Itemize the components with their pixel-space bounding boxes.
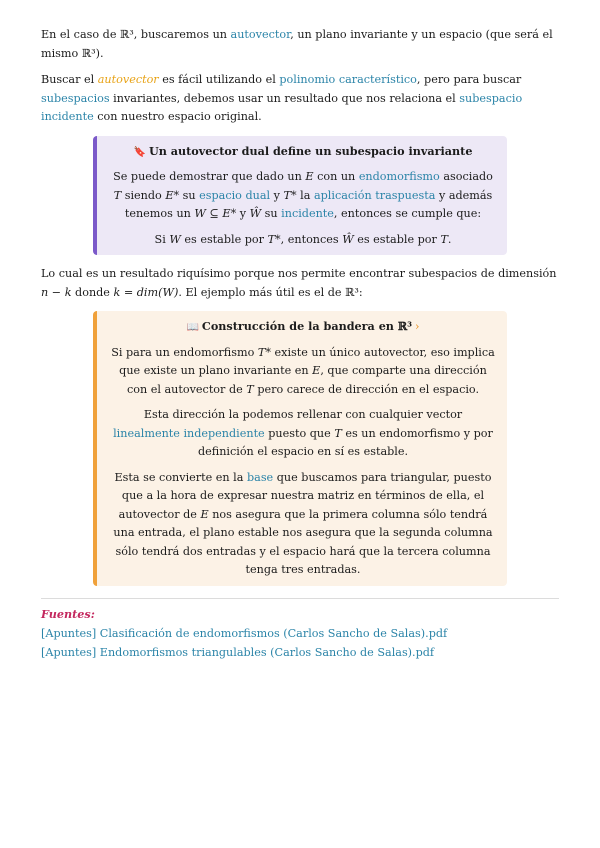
callout-paragraph bbox=[111, 406, 495, 462]
callout-body bbox=[111, 168, 495, 249]
sources bbox=[41, 605, 559, 663]
math-t: T bbox=[334, 426, 342, 440]
text: existe un único autovector, eso implica que existe un plano invariante en bbox=[119, 345, 495, 377]
math-w-hat: Ŵ bbox=[249, 207, 262, 220]
math-r3: ℝ³ bbox=[81, 46, 96, 60]
link-polinomio-caracteristico[interactable]: polinomio característico bbox=[279, 73, 417, 86]
callout-paragraph bbox=[111, 168, 495, 224]
text: es estable por bbox=[353, 232, 441, 246]
math-k-dim: k = dim(W) bbox=[113, 285, 179, 299]
text: . El ejemplo más útil es el de bbox=[178, 285, 346, 299]
link-incidente[interactable]: incidente bbox=[281, 207, 334, 220]
text: ). bbox=[95, 46, 104, 60]
source-link-text[interactable]: [Apuntes] Clasificación de endomorfismos (Carlos Sancho de Salas).pdf bbox=[41, 627, 448, 640]
intro-paragraph bbox=[41, 26, 559, 63]
link-aplicacion-traspuesta[interactable]: aplicación traspuesta bbox=[313, 188, 436, 202]
text: Buscar el bbox=[41, 73, 98, 86]
text: que buscamos para triangular, puesto que a la hora de expresar nuestra matriz en términos de ella, el autovector de bbox=[118, 470, 492, 521]
source-link[interactable] bbox=[41, 644, 559, 663]
math-t: T bbox=[440, 232, 448, 246]
text: invariantes, debemos usar un resultado que nos relaciona el bbox=[109, 91, 460, 105]
math-t-star: T* bbox=[257, 345, 271, 359]
text: con nuestro espacio original. bbox=[93, 110, 262, 123]
text: Si para un endomorfismo bbox=[111, 345, 258, 359]
text: con un bbox=[313, 170, 359, 183]
highlight-autovector: autovector bbox=[97, 73, 159, 86]
text: Lo cual es un resultado riquísimo porque nos permite encontrar subespacios de dimensión bbox=[41, 267, 557, 280]
callout-bandera[interactable] bbox=[93, 311, 507, 586]
text: es un endomorfismo y por definición el espacio en sí es estable. bbox=[197, 426, 493, 458]
callout-body bbox=[111, 344, 495, 580]
text: siendo bbox=[121, 188, 166, 202]
math-e: E bbox=[305, 170, 314, 183]
math-t: T bbox=[113, 188, 122, 202]
source-link-text[interactable]: [Apuntes] Endomorfismos triangulables (Carlos Sancho de Salas).pdf bbox=[41, 645, 435, 659]
link-linealmente-independiente[interactable]: linealmente independiente bbox=[113, 426, 265, 440]
divider bbox=[41, 598, 559, 599]
text: es estable por bbox=[180, 232, 268, 246]
math-t-star: T* bbox=[267, 232, 281, 246]
callout-title-text: Un autovector dual define un subespacio invariante bbox=[148, 143, 473, 158]
math-r3: ℝ³ bbox=[120, 28, 134, 41]
text: la bbox=[296, 188, 314, 202]
link-base[interactable]: base bbox=[246, 470, 274, 484]
math-e: E bbox=[200, 507, 209, 521]
bookmark-icon: 🔖 bbox=[133, 146, 146, 158]
chevron-right-icon[interactable]: › bbox=[415, 320, 420, 333]
text: Esta dirección la podemos rellenar con cualquier vector bbox=[143, 408, 463, 421]
text: pero carece de dirección en el espacio. bbox=[253, 382, 480, 396]
text: , entonces se cumple que: bbox=[333, 207, 482, 220]
text: y bbox=[236, 207, 250, 220]
math-e: E bbox=[312, 364, 321, 377]
math-t-star: T* bbox=[283, 188, 297, 202]
text: y además tenemos un bbox=[124, 188, 493, 220]
math-r3: ℝ³ bbox=[345, 285, 359, 299]
text: donde bbox=[71, 285, 114, 299]
text: Se puede demostrar que dado un bbox=[113, 170, 306, 183]
note-page bbox=[41, 26, 559, 662]
text: : bbox=[358, 285, 363, 299]
text: y bbox=[270, 188, 284, 202]
callout-title[interactable] bbox=[111, 317, 495, 338]
text: , que comparte una dirección con el autovector de bbox=[126, 364, 487, 396]
result-paragraph bbox=[41, 265, 559, 302]
text: , pero para buscar bbox=[416, 73, 522, 86]
math-w: W bbox=[169, 232, 181, 246]
text: , buscaremos un bbox=[133, 28, 231, 41]
math-w-hat: Ŵ bbox=[342, 232, 354, 246]
callout-statement bbox=[111, 231, 495, 250]
text: puesto que bbox=[264, 426, 335, 440]
text: nos asegura que la primera columna sólo tendrá una entrada, el plano estable nos asegura que la segunda columna sólo tendrá dos entradas y el espacio hará que la tercera columna tenga tres entradas. bbox=[113, 507, 493, 576]
text: su bbox=[261, 207, 282, 220]
text: es fácil utilizando el bbox=[158, 73, 280, 86]
callout-paragraph bbox=[111, 344, 495, 400]
text: asociado bbox=[439, 170, 493, 183]
math-t: T bbox=[246, 382, 254, 396]
text: . bbox=[447, 232, 452, 246]
link-subespacios[interactable]: subespacios bbox=[41, 91, 110, 105]
book-icon: 📖 bbox=[186, 322, 199, 333]
search-paragraph bbox=[41, 71, 559, 127]
link-endomorfismo[interactable]: endomorfismo bbox=[358, 170, 440, 183]
link-subespacio-incidente[interactable]: subespacio incidente bbox=[41, 91, 523, 123]
math-e-star: E* bbox=[165, 188, 180, 202]
callout-dual-autovector bbox=[93, 136, 507, 256]
text: Esta se convierte en la bbox=[114, 470, 247, 484]
link-autovector[interactable]: autovector bbox=[230, 28, 291, 41]
link-espacio-dual[interactable]: espacio dual bbox=[199, 188, 271, 202]
callout-title-text: Construcción de la bandera en bbox=[201, 319, 398, 333]
sources-title: Fuentes: bbox=[41, 606, 95, 621]
math-w-subset: W ⊆ E* bbox=[194, 207, 237, 220]
math-r3: ℝ³ bbox=[397, 319, 413, 333]
callout-paragraph bbox=[111, 469, 495, 580]
text: , entonces bbox=[280, 232, 343, 246]
text: , un plano invariante y un espacio (que será el mismo bbox=[41, 28, 553, 60]
callout-title bbox=[111, 142, 495, 163]
text: Si bbox=[154, 232, 170, 246]
math-n-minus-k: n − k bbox=[41, 285, 72, 299]
source-link[interactable] bbox=[41, 625, 559, 644]
text: su bbox=[179, 188, 200, 202]
text: En el caso de bbox=[41, 28, 120, 41]
